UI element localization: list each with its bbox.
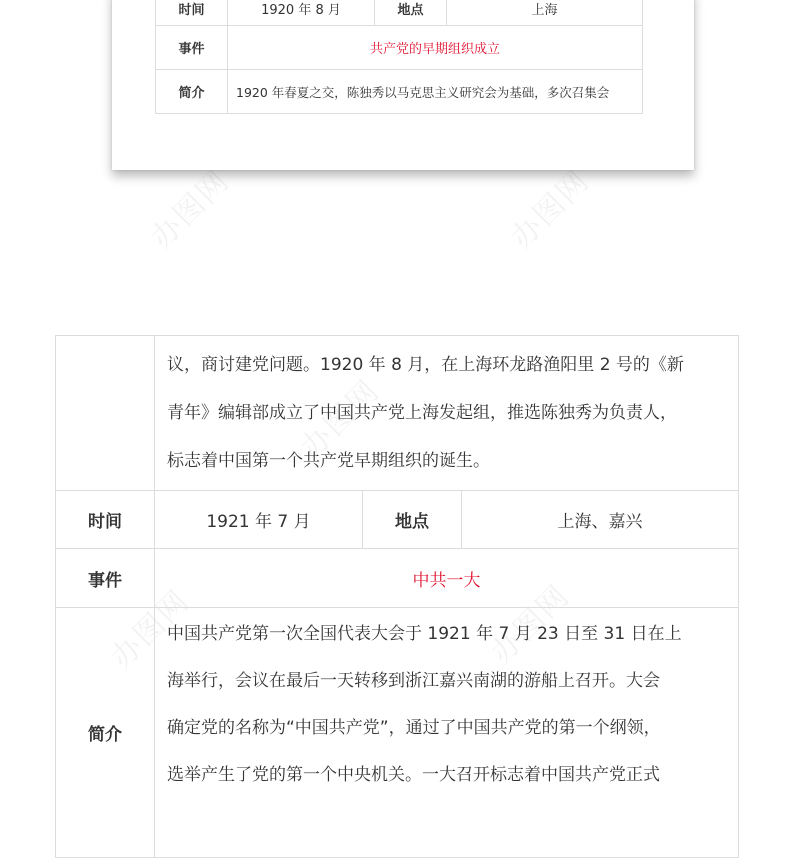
- watermark: 办图网: [484, 578, 577, 671]
- event-label: 事件: [156, 26, 228, 70]
- event-value: 共产党的早期组织成立: [228, 26, 643, 70]
- paragraph-line: 确定党的名称为“中国共产党”，通过了中国共产党的第一个纲领，: [167, 718, 661, 738]
- watermark: 办图网: [294, 373, 387, 466]
- table-row: [156, 0, 643, 26]
- paragraph-line: 海举行，会议在最后一天转移到浙江嘉兴南湖的游船上召开。大会: [167, 671, 660, 691]
- intro-value: 1920 年春夏之交，陈独秀以马克思主义研究会为基础，多次召集会: [228, 70, 643, 114]
- event-card: [112, 0, 694, 170]
- table-row: [56, 608, 739, 858]
- intro-value: [155, 608, 739, 858]
- table-row: [156, 26, 643, 70]
- time-value: 1920 年 8 月: [228, 0, 375, 26]
- table-row: [56, 491, 739, 549]
- table-row: [156, 70, 643, 114]
- place-value: 上海、嘉兴: [462, 491, 739, 549]
- paragraph-line: 中国共产党第一次全国代表大会于 1921 年 7 月 23 日至 31 日在上: [167, 624, 682, 644]
- event-label: 事件: [56, 549, 155, 608]
- watermark: 办图网: [104, 583, 197, 676]
- watermark: 办图网: [144, 163, 237, 256]
- paragraph-line: 标志着中国第一个共产党早期组织的诞生。: [167, 451, 490, 471]
- paragraph-line: 议，商讨建党问题。1920 年 8 月，在上海环龙路渔阳里 2 号的《新: [167, 355, 684, 375]
- table-row: [56, 336, 739, 491]
- time-value: 1921 年 7 月: [155, 491, 363, 549]
- place-label: 地点: [363, 491, 462, 549]
- place-value: 上海: [447, 0, 643, 26]
- continuation-label-cell: [56, 336, 155, 491]
- watermark: 办图网: [504, 163, 597, 256]
- intro-continuation: [155, 336, 739, 491]
- event-value: 中共一大: [155, 549, 739, 608]
- time-label: 时间: [56, 491, 155, 549]
- table-row: [56, 549, 739, 608]
- intro-label: 简介: [156, 70, 228, 114]
- intro-label: 简介: [56, 608, 155, 858]
- time-label: 时间: [156, 0, 228, 26]
- event-table-1920: [155, 0, 643, 114]
- event-table-1921: [55, 335, 739, 858]
- place-label: 地点: [375, 0, 447, 26]
- paragraph-line: 选举产生了党的第一个中央机关。一大召开标志着中国共产党正式: [167, 765, 660, 785]
- paragraph-line: 青年》编辑部成立了中国共产党上海发起组，推选陈独秀为负责人，: [167, 403, 677, 423]
